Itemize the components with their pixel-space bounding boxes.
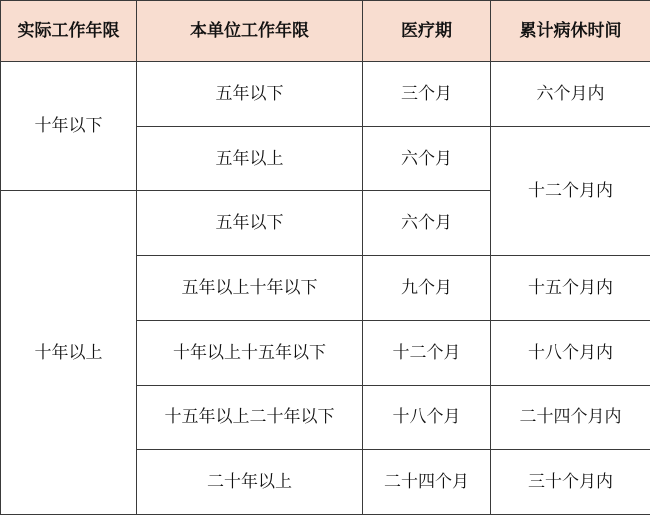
cell-cumulative: 十二个月内	[491, 126, 650, 255]
cell-unit-years: 五年以下	[137, 62, 363, 127]
cell-medical-period: 六个月	[363, 126, 491, 191]
cell-cumulative: 十五个月内	[491, 256, 650, 321]
cell-unit-years: 二十年以上	[137, 450, 363, 515]
column-header-medical-period: 医疗期	[363, 1, 491, 62]
column-header-cumulative-sick-leave: 累计病休时间	[491, 1, 650, 62]
cell-cumulative: 六个月内	[491, 62, 650, 127]
cell-cumulative: 十八个月内	[491, 320, 650, 385]
cell-medical-period: 十八个月	[363, 385, 491, 450]
column-header-actual-years: 实际工作年限	[1, 1, 137, 62]
cell-cumulative: 二十四个月内	[491, 385, 650, 450]
cell-actual-years: 十年以上	[1, 191, 137, 515]
cell-medical-period: 九个月	[363, 256, 491, 321]
cell-medical-period: 二十四个月	[363, 450, 491, 515]
cell-cumulative: 三十个月内	[491, 450, 650, 515]
cell-unit-years: 五年以上十年以下	[137, 256, 363, 321]
cell-medical-period: 六个月	[363, 191, 491, 256]
cell-unit-years: 五年以上	[137, 126, 363, 191]
cell-medical-period: 三个月	[363, 62, 491, 127]
cell-unit-years: 十年以上十五年以下	[137, 320, 363, 385]
column-header-unit-years: 本单位工作年限	[137, 1, 363, 62]
cell-medical-period: 十二个月	[363, 320, 491, 385]
cell-unit-years: 五年以下	[137, 191, 363, 256]
table-row	[1, 62, 650, 127]
table-header	[1, 1, 650, 62]
table-body	[1, 62, 650, 515]
table-header-row	[1, 1, 650, 62]
cell-unit-years: 十五年以上二十年以下	[137, 385, 363, 450]
cell-actual-years: 十年以下	[1, 62, 137, 191]
